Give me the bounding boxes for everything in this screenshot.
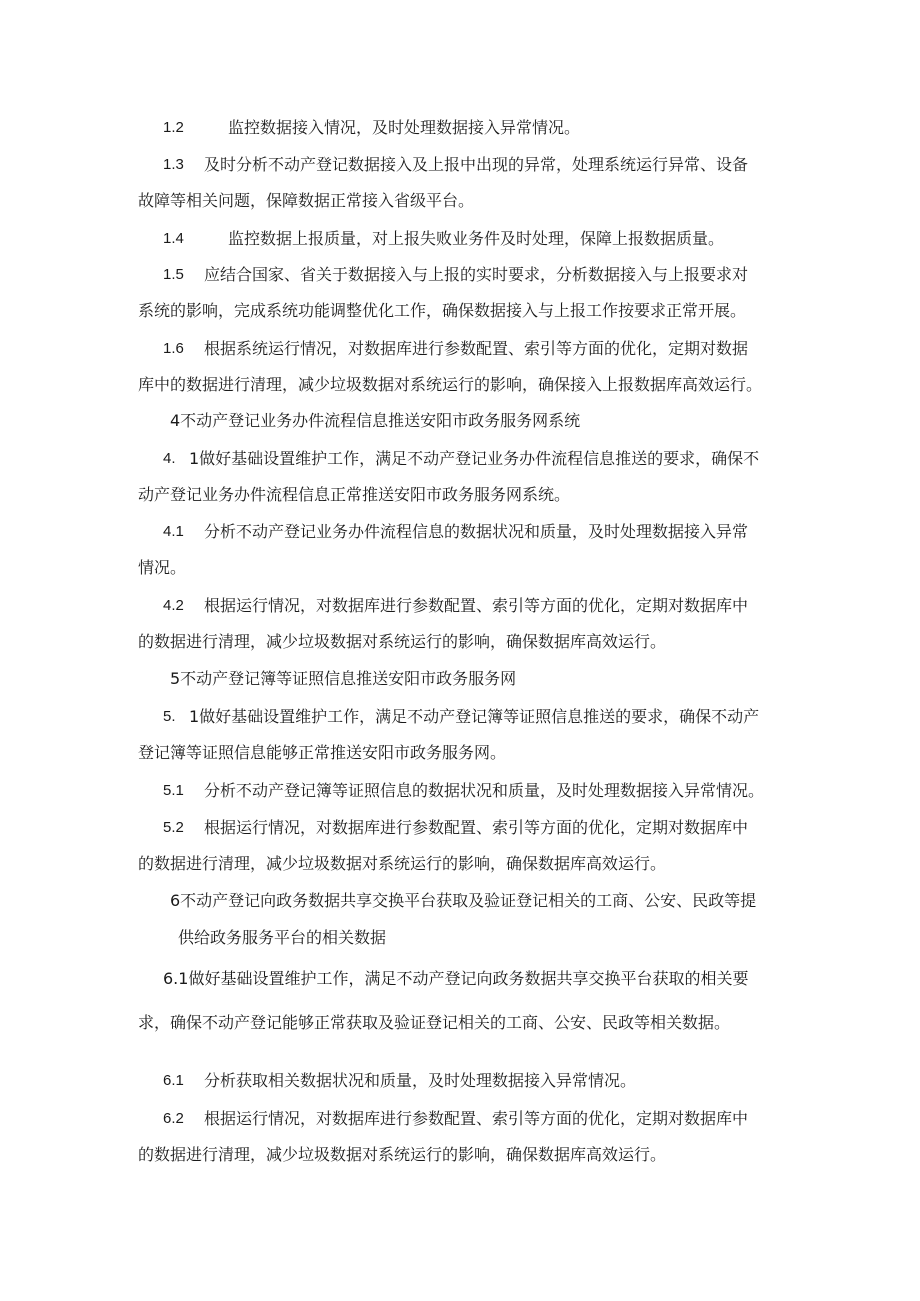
- item-number: 5.: [163, 708, 176, 725]
- item-number: 1.6: [163, 340, 184, 357]
- section-heading: 4不动产登记业务办件流程信息推送安阳市政务服务网系统: [170, 411, 581, 430]
- paragraph-line: 根据运行情况，对数据库进行参数配置、索引等方面的优化，定期对数据库中: [204, 596, 749, 615]
- item-number: 5.1: [163, 782, 184, 799]
- paragraph-line: 6.1做好基础设置维护工作，满足不动产登记向政务数据共享交换平台获取的相关要: [163, 969, 749, 988]
- paragraph-line: 的数据进行清理，减少垃圾数据对系统运行的影响，确保数据库高效运行。: [138, 632, 667, 651]
- item-number: 1.4: [163, 230, 184, 247]
- paragraph-line: 分析不动产登记业务办件流程信息的数据状况和质量，及时处理数据接入异常: [204, 522, 749, 541]
- item-number: 6.1: [163, 1072, 184, 1089]
- item-number: 4.1: [163, 523, 184, 540]
- paragraph-line: 监控数据接入情况，及时处理数据接入异常情况。: [228, 118, 581, 137]
- paragraph-line: 应结合国家、省关于数据接入与上报的实时要求，分析数据接入与上报要求对: [204, 265, 749, 284]
- paragraph-line: 系统的影响，完成系统功能调整优化工作，确保数据接入与上报工作按要求正常开展。: [138, 301, 747, 320]
- paragraph-line: 根据运行情况，对数据库进行参数配置、索引等方面的优化，定期对数据库中: [204, 1109, 749, 1128]
- item-number: 4.: [163, 450, 176, 467]
- paragraph-line: 求，确保不动产登记能够正常获取及验证登记相关的工商、公安、民政等相关数据。: [138, 1013, 731, 1032]
- paragraph-line: 登记簿等证照信息能够正常推送安阳市政务服务网。: [138, 743, 507, 762]
- paragraph-line: 根据运行情况，对数据库进行参数配置、索引等方面的优化，定期对数据库中: [204, 818, 749, 837]
- item-number: 6.2: [163, 1110, 184, 1127]
- item-number: 1.2: [163, 119, 184, 136]
- paragraph-line: 情况。: [138, 558, 187, 577]
- section-heading: 5不动产登记簿等证照信息推送安阳市政务服务网: [170, 669, 517, 688]
- item-number: 1.3: [163, 156, 184, 173]
- paragraph-line: 分析不动产登记簿等证照信息的数据状况和质量，及时处理数据接入异常情况。: [204, 781, 765, 800]
- paragraph-line: 故障等相关问题，保障数据正常接入省级平台。: [138, 191, 475, 210]
- paragraph-line: 的数据进行清理，减少垃圾数据对系统运行的影响，确保数据库高效运行。: [138, 1145, 667, 1164]
- paragraph-line: 1做好基础设置维护工作，满足不动产登记簿等证照信息推送的要求，确保不动产: [189, 707, 760, 726]
- paragraph-line: 监控数据上报质量，对上报失败业务件及时处理，保障上报数据质量。: [228, 229, 725, 248]
- paragraph-line: 库中的数据进行清理，减少垃圾数据对系统运行的影响，确保接入上报数据库高效运行。: [138, 375, 763, 394]
- paragraph-line: 分析获取相关数据状况和质量，及时处理数据接入异常情况。: [204, 1071, 637, 1090]
- section-heading: 6不动产登记向政务数据共享交换平台获取及验证登记相关的工商、公安、民政等提: [170, 891, 757, 910]
- item-number: 5.2: [163, 819, 184, 836]
- paragraph-line: 根据系统运行情况，对数据库进行参数配置、索引等方面的优化，定期对数据: [204, 339, 749, 358]
- section-heading: 供给政务服务平台的相关数据: [178, 928, 387, 947]
- paragraph-line: 及时分析不动产登记数据接入及上报中出现的异常，处理系统运行异常、设备: [204, 155, 749, 174]
- paragraph-line: 的数据进行清理，减少垃圾数据对系统运行的影响，确保数据库高效运行。: [138, 854, 667, 873]
- item-number: 1.5: [163, 266, 184, 283]
- paragraph-line: 1做好基础设置维护工作，满足不动产登记业务办件流程信息推送的要求，确保不: [189, 449, 760, 468]
- paragraph-line: 动产登记业务办件流程信息正常推送安阳市政务服务网系统。: [138, 485, 571, 504]
- item-number: 4.2: [163, 597, 184, 614]
